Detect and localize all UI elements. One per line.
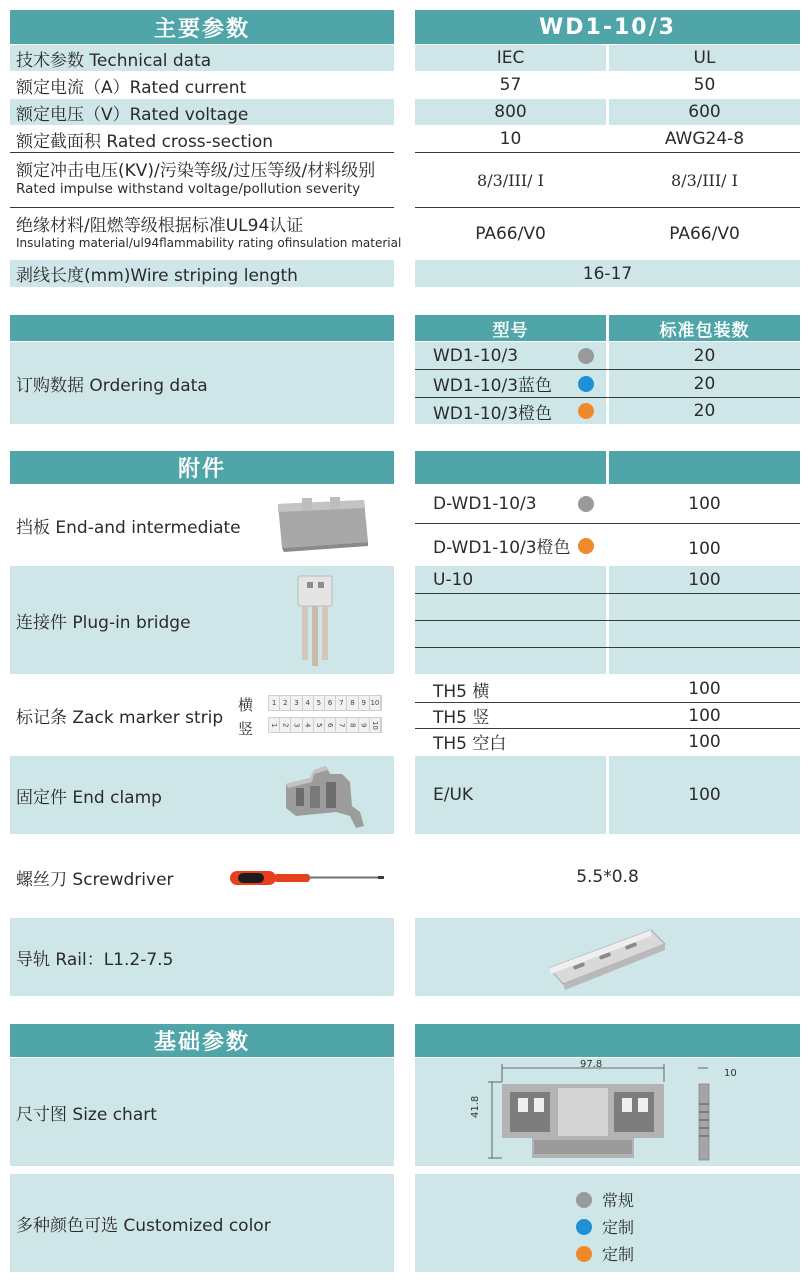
size-chart-label: 尺寸图 Size chart [10, 1058, 394, 1166]
impulse-label-en: Rated impulse withstand voltage/pollution severity [16, 181, 361, 198]
order-model-text: WD1-10/3蓝色 [433, 376, 553, 396]
impulse-ul: 8/3/III/ I [609, 154, 800, 206]
marker-cell: 4 [303, 696, 314, 710]
endplate-model-text: D-WD1-10/3橙色 [433, 538, 571, 558]
marker-cell: 10 [370, 696, 381, 710]
marker-model: TH5 空白 [415, 729, 606, 754]
blue-color-dot-icon [576, 1219, 592, 1235]
marker-cell: 5 [314, 718, 325, 732]
strip-length-label: 剥线长度(mm)Wire striping length [10, 260, 394, 287]
order-item-model [415, 342, 606, 369]
marker-label: 标记条 Zack marker strip [10, 676, 394, 754]
bridge-qty: 100 [609, 566, 800, 593]
tech-data-label: 技术参数 Technical data [10, 45, 394, 71]
impulse-label-zh: 额定冲击电压(KV)/污染等级/过压等级/材料级别 [16, 161, 376, 182]
marker-cell: 10 [370, 718, 381, 732]
ordering-header-left [10, 315, 394, 341]
color-option-label: 定制 [602, 1245, 635, 1264]
accessories-header-col2 [609, 451, 800, 484]
marker-v-label: 竖 [238, 720, 254, 738]
main-params-header: 主要参数 [10, 10, 394, 44]
marker-cell: 1 [269, 718, 280, 732]
model-header: WD1-10/3 [415, 10, 800, 44]
marker-strip-vertical [268, 717, 382, 733]
bridge-model: U-10 [415, 566, 606, 593]
std-iec: IEC [415, 45, 606, 71]
rail-image-cell [415, 918, 800, 996]
rail-image [543, 922, 673, 992]
cross-section-iec: 10 [415, 126, 606, 152]
marker-model: TH5 竖 [415, 703, 606, 728]
bridge-empty-row [415, 621, 606, 647]
rated-current-ul: 50 [609, 72, 800, 98]
end-clamp-image [280, 762, 372, 830]
marker-cell: 4 [303, 718, 314, 732]
clamp-label: 固定件 End clamp [10, 756, 394, 834]
screwdriver-value: 5.5*0.8 [415, 838, 800, 916]
marker-cell: 8 [347, 696, 358, 710]
dim-width: 97.8 [580, 1059, 603, 1070]
impulse-iec: 8/3/III/ I [415, 154, 606, 206]
rated-current-label: 额定电流（A）Rated current [10, 72, 394, 98]
marker-cell: 5 [314, 696, 325, 710]
gray-color-dot-icon [578, 348, 594, 364]
bridge-empty-row [415, 594, 606, 620]
cross-section-label: 额定截面积 Rated cross-section [10, 126, 394, 152]
bridge-empty-row [609, 594, 800, 620]
rated-current-iec: 57 [415, 72, 606, 98]
marker-cell: 7 [336, 718, 347, 732]
order-item-qty: 20 [609, 342, 800, 369]
endplate-qty: 100 [609, 486, 800, 522]
basic-params-header-right [415, 1024, 800, 1057]
marker-cell: 9 [359, 718, 370, 732]
color-option-label: 常规 [602, 1191, 635, 1210]
col-model-header: 型号 [415, 315, 606, 341]
col-pack-header: 标准包装数 [609, 315, 800, 341]
clamp-model: E/UK [415, 756, 606, 834]
basic-params-header: 基础参数 [10, 1024, 394, 1057]
rail-label: 导轨 Rail：L1.2-7.5 [10, 918, 394, 996]
impulse-label [10, 154, 394, 206]
color-option-label: 定制 [602, 1218, 635, 1237]
cross-section-ul: AWG24-8 [609, 126, 800, 152]
marker-qty: 100 [609, 703, 800, 728]
marker-cell: 1 [269, 696, 280, 710]
endplate-model [415, 486, 606, 522]
marker-cell: 3 [291, 718, 302, 732]
endplate-model [415, 527, 606, 564]
size-chart-drawing [474, 1060, 744, 1164]
marker-qty: 100 [609, 729, 800, 754]
blue-color-dot-icon [578, 376, 594, 392]
bridge-empty-row [609, 648, 800, 674]
ordering-label: 订购数据 Ordering data [10, 342, 394, 424]
marker-cell: 9 [359, 696, 370, 710]
endplate-qty: 100 [609, 533, 800, 564]
order-item-model [415, 370, 606, 397]
gray-color-dot-icon [578, 496, 594, 512]
marker-model: TH5 横 [415, 676, 606, 702]
marker-cell: 6 [325, 696, 336, 710]
bridge-label: 连接件 Plug-in bridge [10, 566, 394, 674]
marker-strip-horizontal [268, 695, 382, 711]
order-model-text: WD1-10/3 [433, 345, 519, 366]
bridge-empty-row [609, 621, 800, 647]
rated-voltage-ul: 600 [609, 99, 800, 125]
marker-h-label: 横 [238, 696, 254, 714]
orange-color-dot-icon [576, 1246, 592, 1262]
insulation-label-zh: 绝缘材料/阻燃等级根据标准UL94认证 [16, 216, 304, 237]
clamp-qty: 100 [609, 756, 800, 834]
plug-in-bridge-image [290, 570, 342, 670]
order-item-qty: 20 [609, 370, 800, 397]
screwdriver-label: 螺丝刀 Screwdriver [10, 838, 394, 916]
orange-color-dot-icon [578, 538, 594, 554]
marker-qty: 100 [609, 676, 800, 702]
insulation-label [10, 209, 402, 259]
marker-cell: 3 [291, 696, 302, 710]
endplate-label: 挡板 End-and intermediate [10, 486, 394, 564]
marker-cell: 8 [347, 718, 358, 732]
bridge-empty-row [415, 648, 606, 674]
order-item-qty: 20 [609, 398, 800, 424]
order-item-model [415, 398, 606, 424]
dim-depth: 10 [724, 1068, 737, 1079]
accessories-header-col1 [415, 451, 606, 484]
marker-cell: 6 [325, 718, 336, 732]
order-model-text: WD1-10/3橙色 [433, 403, 553, 424]
marker-cell: 7 [336, 696, 347, 710]
color-option [576, 1242, 634, 1265]
marker-cell: 2 [280, 718, 291, 732]
dim-height: 41.8 [470, 1095, 481, 1118]
strip-length-value: 16-17 [415, 260, 800, 287]
screwdriver-image [228, 864, 388, 892]
rated-voltage-label: 额定电压（V）Rated voltage [10, 99, 394, 125]
insulation-label-en: Insulating material/ul94flammability rating ofinsulation material [16, 235, 402, 250]
insulation-ul: PA66/V0 [609, 209, 800, 259]
std-ul: UL [609, 45, 800, 71]
insulation-iec: PA66/V0 [415, 209, 606, 259]
orange-color-dot-icon [578, 403, 594, 419]
end-plate-image [272, 494, 372, 552]
color-option [576, 1215, 634, 1238]
color-option [576, 1188, 634, 1211]
rated-voltage-iec: 800 [415, 99, 606, 125]
custom-color-label: 多种颜色可选 Customized color [10, 1174, 394, 1272]
gray-color-dot-icon [576, 1192, 592, 1208]
endplate-model-text: D-WD1-10/3 [433, 494, 537, 514]
accessories-header: 附件 [10, 451, 394, 484]
marker-cell: 2 [280, 696, 291, 710]
